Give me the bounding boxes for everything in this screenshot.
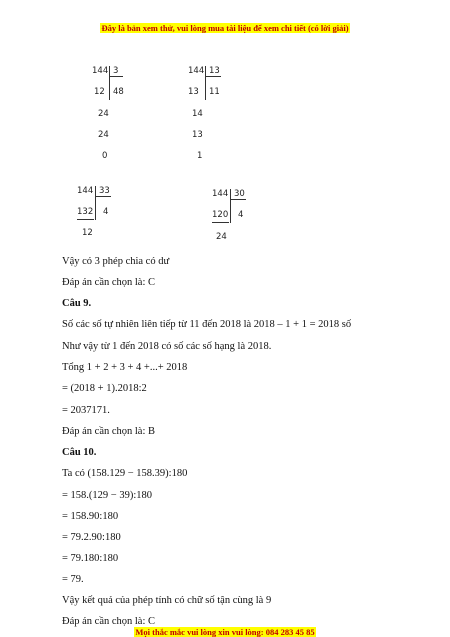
text-line: Vậy có 3 phép chia có dư	[62, 256, 170, 267]
quotient: 48	[113, 87, 124, 97]
step: 132	[77, 207, 94, 217]
divisor-underline	[230, 199, 246, 200]
text-line: Như vậy từ 1 đến 2018 có số các số hạng là 2018.	[62, 341, 272, 352]
dividend: 144	[77, 186, 94, 196]
divisor: 30	[234, 189, 245, 199]
divisor: 33	[99, 186, 110, 196]
divisor-underline	[205, 76, 221, 77]
quotient: 4	[103, 207, 109, 217]
division-bar	[230, 189, 231, 223]
long-division-1	[92, 66, 152, 166]
text-line: = 79.	[62, 574, 84, 585]
step: 12	[94, 87, 105, 97]
dividend: 144	[212, 189, 229, 199]
subtraction-line	[212, 222, 229, 223]
step: 13	[188, 87, 199, 97]
step: 1	[197, 151, 203, 161]
step: 12	[82, 228, 93, 238]
dividend: 144	[188, 66, 205, 76]
text-line: = 2037171.	[62, 405, 110, 416]
text-line: = 158.90:180	[62, 511, 119, 522]
step: 120	[212, 210, 229, 220]
text-line: = 79.2.90:180	[62, 532, 121, 543]
long-division-4	[212, 189, 272, 249]
preview-notice-banner	[0, 23, 450, 33]
long-division-2	[188, 66, 248, 166]
text-line: Đáp án cần chọn là: C	[62, 616, 156, 627]
preview-notice-text: Đây là bản xem thử, vui lòng mua tài liệu để xem chi tiết (có lời giải)	[101, 23, 349, 33]
step: 24	[98, 130, 109, 140]
text-line: = (2018 + 1).2018:2	[62, 383, 147, 394]
quotient: 11	[209, 87, 220, 97]
step: 14	[192, 109, 203, 119]
quotient: 4	[238, 210, 244, 220]
question-heading: Câu 9.	[62, 298, 92, 309]
step: 24	[98, 109, 109, 119]
text-line: Tổng 1 + 2 + 3 + 4 +...+ 2018	[62, 362, 188, 373]
step: 24	[216, 232, 227, 242]
text-line: Đáp án cần chọn là: B	[62, 426, 156, 437]
step: 13	[192, 130, 203, 140]
divisor: 13	[209, 66, 220, 76]
division-bar	[95, 186, 96, 220]
contact-notice-text: Mọi thắc mắc vui lòng xin vui lòng: 084 283 45 85	[135, 627, 315, 637]
divisor: 3	[113, 66, 119, 76]
subtraction-line	[77, 219, 94, 220]
text-line: Ta có (158.129 − 158.39):180	[62, 468, 188, 479]
text-line: = 79.180:180	[62, 553, 119, 564]
text-line: Số các số tự nhiên liên tiếp từ 11 đến 2018 là 2018 – 1 + 1 = 2018 số	[62, 319, 352, 330]
divisor-underline	[95, 196, 111, 197]
question-heading: Câu 10.	[62, 447, 97, 458]
text-line: = 158.(129 − 39):180	[62, 490, 153, 501]
step: 0	[102, 151, 108, 161]
division-bar	[109, 66, 110, 100]
dividend: 144	[92, 66, 109, 76]
text-line: Vậy kết quả của phép tính có chữ số tận cùng là 9	[62, 595, 272, 606]
long-division-3	[77, 186, 137, 246]
text-line: Đáp án cần chọn là: C	[62, 277, 156, 288]
division-bar	[205, 66, 206, 100]
divisor-underline	[109, 76, 123, 77]
